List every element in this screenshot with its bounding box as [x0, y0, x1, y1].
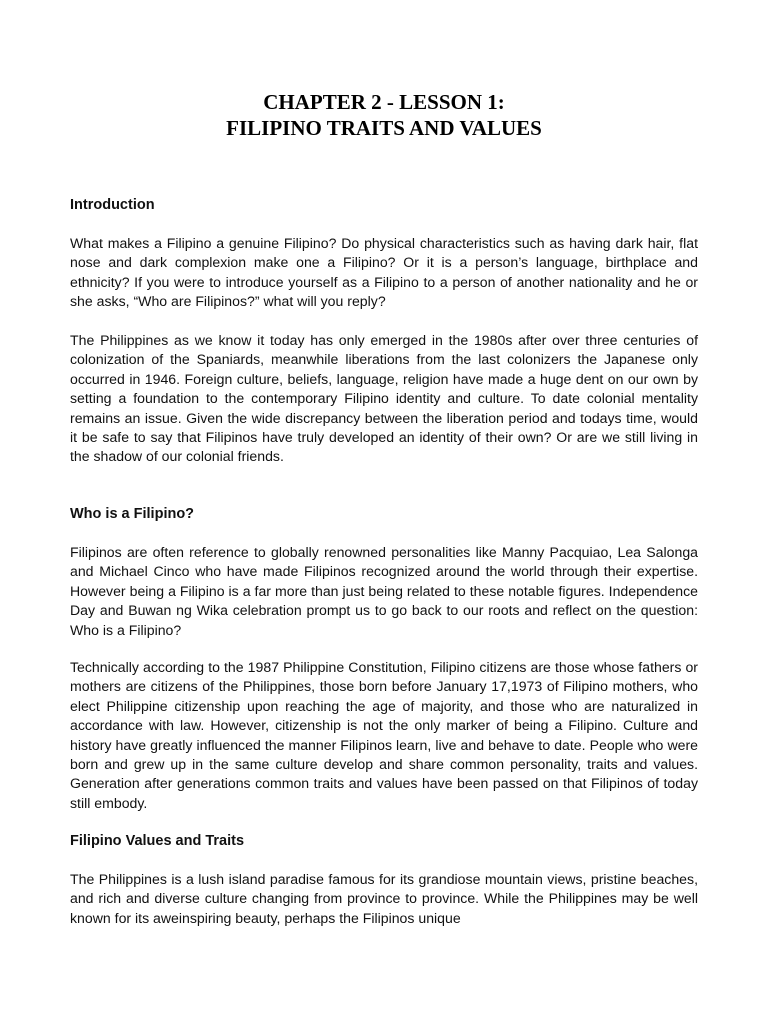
paragraph: What makes a Filipino a genuine Filipino? Do physical characteristics such as having dark hair, flat nose and dark complexion make one a Filipino? Or it is a person’s language, birthplace and ethnicity? If you were to introduce yourself as a Filipino to a person of another nationality and he or she asks, “Who are Filipinos?” what will you reply?: [70, 235, 698, 310]
paragraph: The Philippines as we know it today has only emerged in the 1980s after over three centuries of colonization of the Spaniards, meanwhile liberations from the last colonizers the Japanese only occurred in 1946. Foreign culture, beliefs, language, religion have made a huge dent on our own by setting a foundation to the contemporary Filipino identity and culture. To date colonial mentality remains an issue. Given the wide discrepancy between the liberation period and todays time, would it be safe to say that Filipinos have truly developed an identity of their own? Or are we still living in the shadow of our colonial friends.: [70, 332, 698, 465]
section-heading-introduction: Introduction: [70, 197, 155, 213]
section-heading-who-is-a-filipino: Who is a Filipino?: [70, 506, 195, 522]
lesson-title: FILIPINO TRAITS AND VALUES: [226, 116, 542, 140]
paragraph: Technically according to the 1987 Philippine Constitution, Filipino citizens are those whose fathers or mothers are citizens of the Philippines, those born before January 17,1973 of Filipino mothers, who elect Philippine citizenship upon reaching the age of majority, and those who are naturalized in accordance with law. However, citizenship is not the only marker of being a Filipino. Culture and history have greatly influenced the manner Filipinos learn, live and behave to date. People who were born and grew up in the same culture develop and share common personality, traits and values. Generation after generations common traits and values have been passed on that Filipinos of today still embody.: [70, 659, 698, 811]
section-heading-filipino-values-and-traits: Filipino Values and Traits: [70, 833, 245, 849]
paragraph: Filipinos are often reference to globally renowned personalities like Manny Pacquiao, Lea Salonga and Michael Cinco who have made Filipinos recognized around the world through their expertise. However being a Filipino is a far more than just being related to these notable figures. Independence Day and Buwan ng Wika celebration prompt us to go back to our roots and reflect on the question: Who is a Filipino?: [70, 544, 698, 638]
chapter-title: CHAPTER 2 - LESSON 1:: [263, 90, 505, 114]
paragraph: The Philippines is a lush island paradise famous for its grandiose mountain views, pristine beaches, and rich and diverse culture changing from province to province. While the Philippines may be well known for its aweinspiring beauty, perhaps the Filipinos unique: [70, 871, 698, 926]
